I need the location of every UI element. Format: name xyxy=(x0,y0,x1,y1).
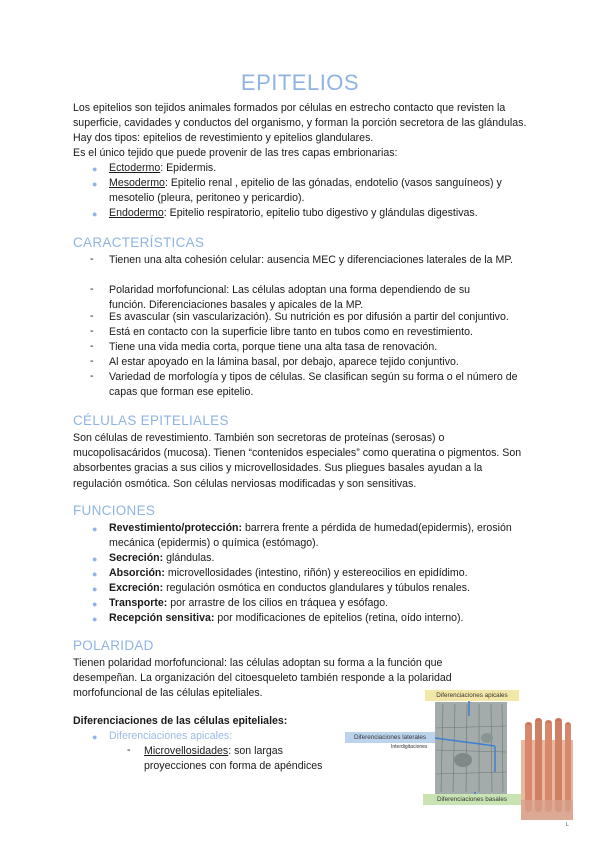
villi-lower xyxy=(521,800,573,820)
bullet-icon: ● xyxy=(92,614,98,624)
diferenciaciones-subheading: Diferenciaciones de las células epiteliales: xyxy=(73,715,288,727)
microvellosidades-item: Microvellosidades: son largas proyecciones con forma de apéndices xyxy=(144,745,323,773)
tissue-block xyxy=(435,702,507,794)
funcion-item: Excreción: regulación osmótica en conductos glandulares y túbulos renales. xyxy=(109,582,470,594)
caracteristica-item: Tiene una vida media corta, porque tiene una alta tasa de renovación. xyxy=(109,341,438,353)
label-basal: Diferenciaciones basales xyxy=(423,794,521,805)
bullet-icon: ● xyxy=(92,599,98,609)
bullet-icon: ● xyxy=(92,524,98,534)
nucleus-shape xyxy=(481,733,493,743)
layer-item: Ectodermo: Epidermis. xyxy=(109,162,217,174)
dash-marker: - xyxy=(90,310,94,322)
section-heading-funciones: FUNCIONES xyxy=(73,503,156,518)
funcion-item: Recepción sensitiva: por modificaciones de epitelios (retina, oído interno). xyxy=(109,612,464,624)
page-title: EPITELIOS xyxy=(240,70,360,95)
bullet-icon: ● xyxy=(92,732,98,742)
section-heading-celulas: CÉLULAS EPITELIALES xyxy=(73,413,229,428)
nucleus-shape xyxy=(454,753,472,767)
bullet-icon: ● xyxy=(92,554,98,564)
layer-item: Mesodermo: Epitelio renal , epitelio de las gónadas, endotelio (vasos sanguíneos) y mesotelio (pleura, peritoneo y pericardio). xyxy=(109,177,502,205)
caracteristica-item: Tienen una alta cohesión celular: ausencia MEC y diferenciaciones laterales de la MP. xyxy=(109,254,513,266)
bullet-icon: ● xyxy=(92,584,98,594)
dash-marker: - xyxy=(90,325,94,337)
label-interdigitaciones: Interdigitaciones xyxy=(391,744,428,750)
dash-marker: - xyxy=(90,355,94,367)
funcion-item: Transporte: por arrastre de los cilios en tráquea y esófago. xyxy=(109,597,389,609)
section-heading-caracteristicas: CARACTERÍSTICAS xyxy=(73,235,205,250)
dash-marker: - xyxy=(90,340,94,352)
polaridad-paragraph: Tienen polaridad morfofuncional: las células adoptan su forma a la función que desempeñan. La organización del citoesqueleto también responde a la polaridad morfofuncional de las células epiteliales. xyxy=(73,657,452,700)
epithelial-figure xyxy=(345,688,575,828)
label-apical: Diferenciaciones apicales xyxy=(425,690,519,701)
caracteristica-item: Es avascular (sin vascularización). Su nutrición es por difusión a partir del conjuntivo. xyxy=(109,311,509,323)
bullet-icon: ● xyxy=(92,209,98,219)
intro-layers-lead: Es el único tejido que puede provenir de las tres capas embrionarias: xyxy=(73,147,398,159)
dash-marker: - xyxy=(90,283,94,295)
funcion-item: Secreción: glándulas. xyxy=(109,552,215,564)
apicales-item: Diferenciaciones apicales: xyxy=(109,730,233,742)
funcion-item: Absorción: microvellosidades (intestino, riñón) y estereocilios en epidídimo. xyxy=(109,567,468,579)
section-heading-polaridad: POLARIDAD xyxy=(73,638,154,653)
bullet-icon: ● xyxy=(92,569,98,579)
dash-marker: - xyxy=(90,370,94,382)
layer-item: Endodermo: Epitelio respiratorio, epitelio tubo digestivo y glándulas digestivas. xyxy=(109,207,478,219)
celulas-paragraph: Son células de revestimiento. También son secretoras de proteínas (serosas) o mucopolisacáridos (mucosa). Tienen “contenidos especiales” como queratina o pigmentos. Son absorbentes gracias a sus cilios y microvellosidades. Sus pliegues basales ayudan a la regulación osmótica. Son células nerviosas modificadas y son sensitivas. xyxy=(73,432,522,490)
caracteristica-item: Polaridad morfofuncional: Las células adoptan una forma dependiendo de su función. Diferenciaciones basales y apicales de la MP. xyxy=(109,284,471,312)
bullet-icon: ● xyxy=(92,164,98,174)
dash-marker: - xyxy=(90,253,94,265)
funcion-item: Revestimiento/protección: barrera frente a pérdida de humedad(epidermis), erosión mecánica (epidermis) o química (estómago). xyxy=(109,522,512,550)
label-lateral: Diferenciaciones laterales xyxy=(345,732,435,743)
caracteristica-item: Variedad de morfología y tipos de células. Se clasifican según su forma o el número de capas que forman ese epitelio. xyxy=(109,371,518,399)
caracteristica-item: Al estar apoyado en la lámina basal, por debajo, aparece tejido conjuntivo. xyxy=(109,356,459,368)
svg-text:L: L xyxy=(566,822,569,828)
dash-marker: - xyxy=(127,744,131,756)
caracteristica-item: Está en contacto con la superficie libre tanto en tubos como en revestimiento. xyxy=(109,326,473,338)
epithelial-diagram xyxy=(345,688,575,828)
bullet-icon: ● xyxy=(92,179,98,189)
intro-paragraph: Los epitelios son tejidos animales formados por células en estrecho contacto que revisten la superficie, cavidades y conductos del organismo, y forman la porción secretora de las glándulas. Hay dos tipos: epitelios de revestimiento y epitelios glandulares. xyxy=(73,102,527,145)
